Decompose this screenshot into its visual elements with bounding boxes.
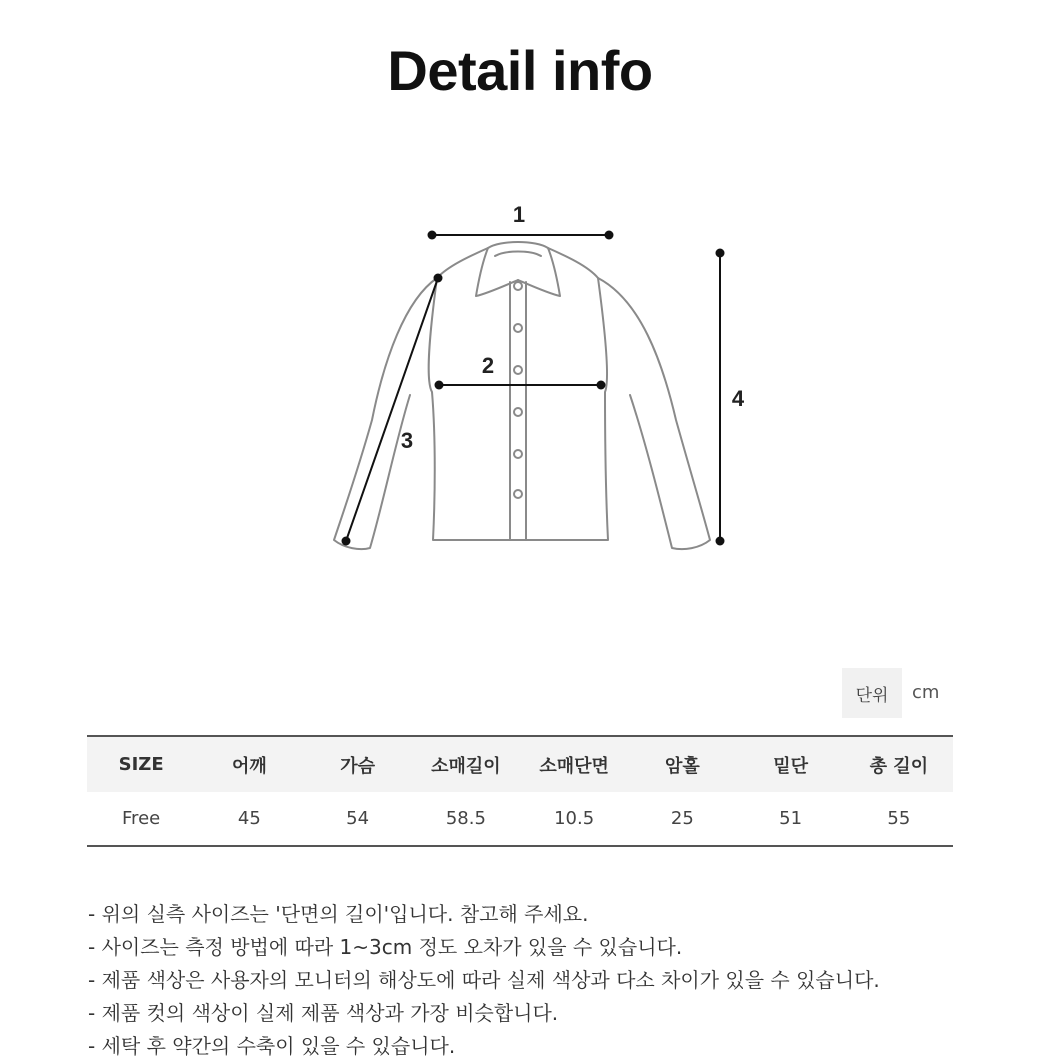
shirt-measurement-diagram bbox=[0, 190, 1040, 570]
cell-armhole: 25 bbox=[628, 792, 736, 846]
shirt-diagram-svg bbox=[0, 190, 1040, 570]
measure-line-shoulder bbox=[428, 202, 614, 240]
shirt-buttons bbox=[514, 282, 522, 498]
note-item: - 제품 컷의 색상이 실제 제품 색상과 가장 비슷합니다. bbox=[88, 1001, 559, 1025]
unit-value: cm bbox=[912, 682, 940, 703]
cell-chest: 54 bbox=[304, 792, 412, 846]
cell-hem: 51 bbox=[737, 792, 845, 846]
header-sleeve-width: 소매단면 bbox=[520, 736, 628, 792]
header-hem: 밑단 bbox=[737, 736, 845, 792]
unit-label: 단위 bbox=[842, 668, 902, 718]
cell-shoulder: 45 bbox=[195, 792, 303, 846]
header-chest: 가슴 bbox=[304, 736, 412, 792]
table-row bbox=[87, 792, 953, 846]
header-size: SIZE bbox=[87, 736, 195, 792]
cell-sleeve-width: 10.5 bbox=[520, 792, 628, 846]
note-item: - 제품 색상은 사용자의 모니터의 해상도에 따라 실제 색상과 다소 차이가 있을 수 있습니다. bbox=[88, 968, 880, 992]
measure-line-length bbox=[716, 249, 745, 546]
measure-label-2: 2 bbox=[481, 353, 495, 378]
page-title: Detail info bbox=[387, 39, 653, 102]
notes-list bbox=[88, 898, 880, 1063]
table-header-row bbox=[87, 736, 953, 792]
cell-sleeve-length: 58.5 bbox=[412, 792, 520, 846]
note-item: - 세탁 후 약간의 수축이 있을 수 있습니다. bbox=[88, 1034, 456, 1058]
header-armhole: 암홀 bbox=[628, 736, 736, 792]
header-sleeve-length: 소매길이 bbox=[412, 736, 520, 792]
header-total-length: 총 길이 bbox=[845, 736, 953, 792]
note-item: - 사이즈는 측정 방법에 따라 1~3cm 정도 오차가 있을 수 있습니다. bbox=[88, 935, 683, 959]
measure-label-3: 3 bbox=[400, 428, 414, 453]
cell-size: Free bbox=[87, 792, 195, 846]
header-shoulder: 어깨 bbox=[195, 736, 303, 792]
note-item: - 위의 실측 사이즈는 '단면의 길이'입니다. 참고해 주세요. bbox=[88, 902, 589, 926]
size-table bbox=[87, 735, 953, 847]
measure-label-4: 4 bbox=[731, 386, 745, 411]
measure-line-sleeve bbox=[342, 274, 443, 546]
measure-label-1: 1 bbox=[512, 202, 526, 227]
cell-total-length: 55 bbox=[845, 792, 953, 846]
